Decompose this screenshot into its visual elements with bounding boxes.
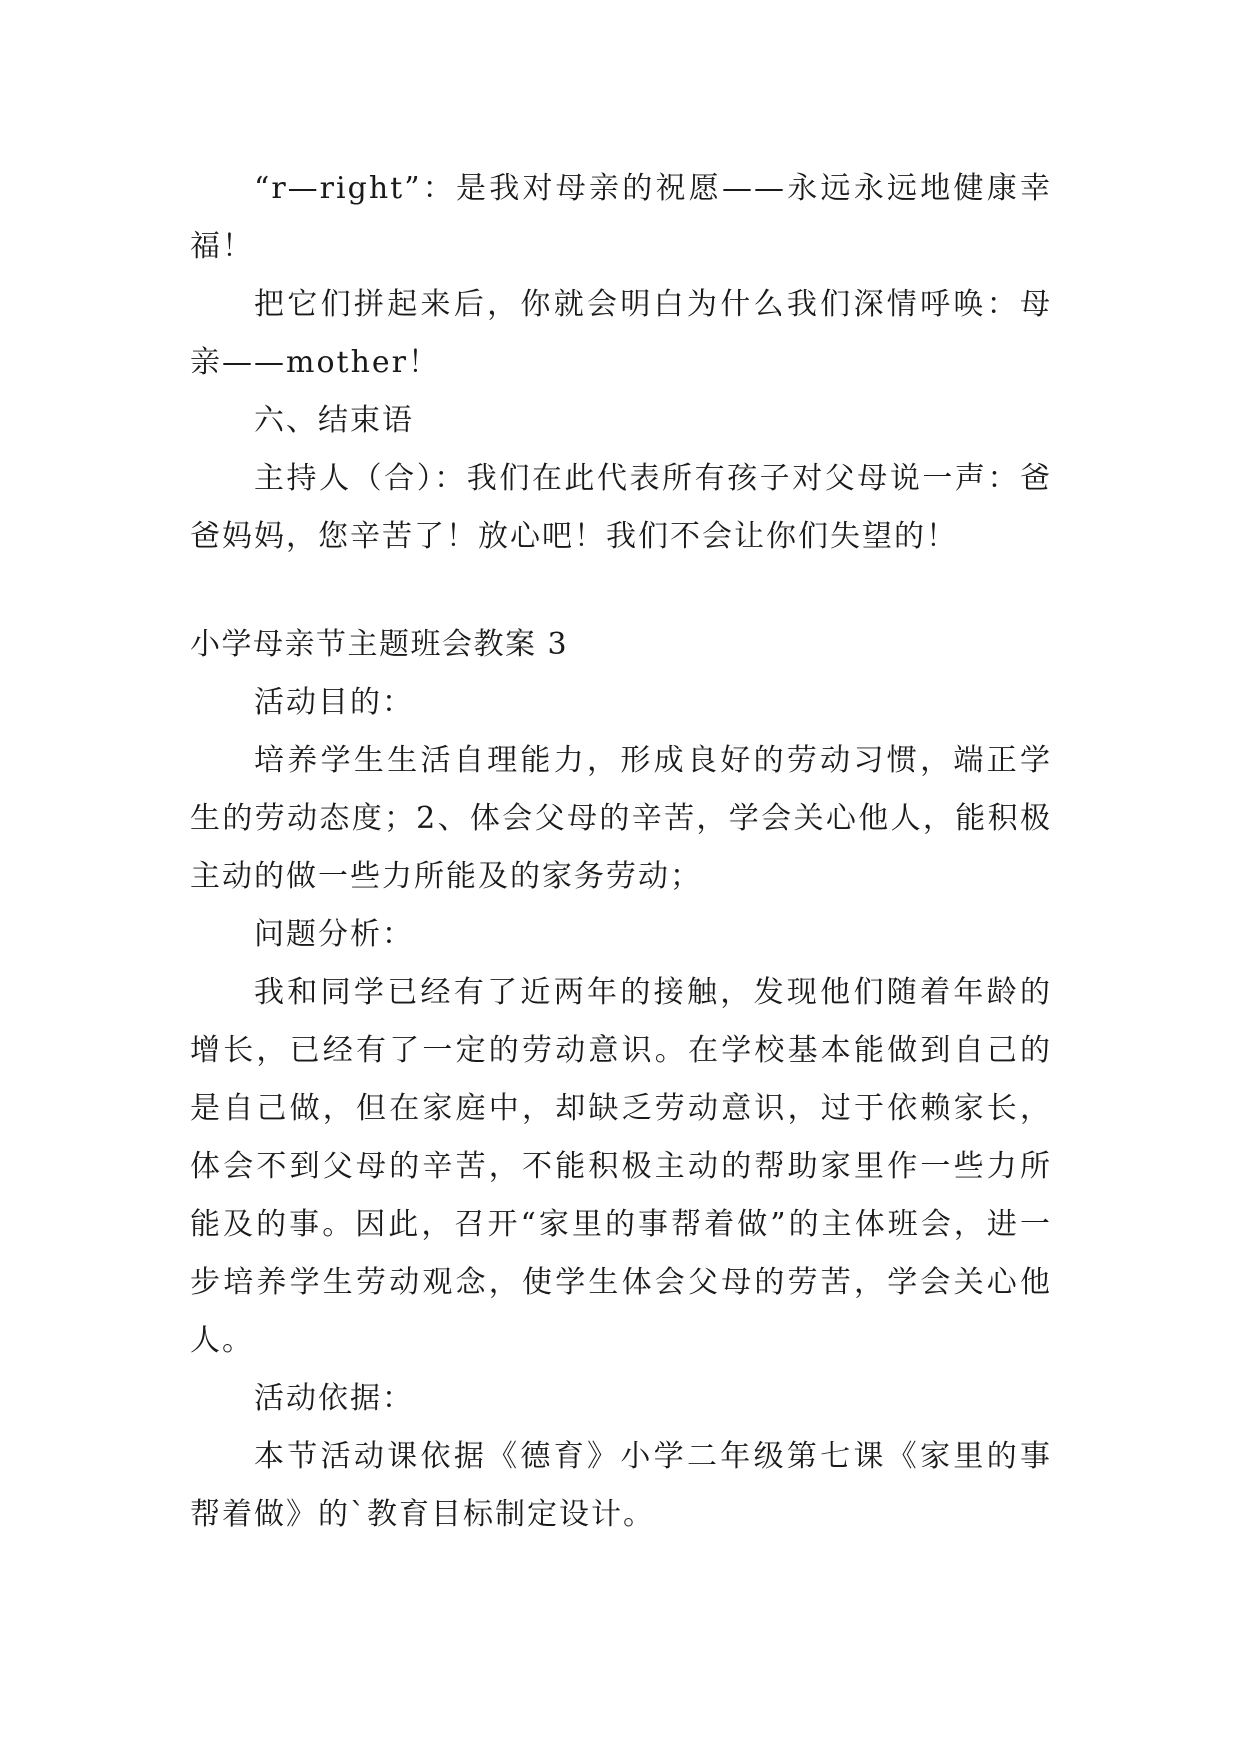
paragraph-mother: 把它们拼起来后，你就会明白为什么我们深情呼唤：母亲——mother！ (190, 287, 1052, 380)
heading-closing-remarks: 六、结束语 (254, 403, 414, 438)
paragraph-problem-analysis: 我和同学已经有了近两年的接触，发现他们随着年龄的增长，已经有了一定的劳动意识。在学校基本能做到自己的是自己做，但在家庭中，却缺乏劳动意识，过于依赖家长，体会不到父母的辛苦，不能积极主动的帮助家里作一些力所能及的事。因此，召开“家里的事帮着做”的主体班会，进一步培养学生劳动观念，使学生体会父母的劳苦，学会关心他人。 (190, 975, 1052, 1358)
paragraph-activity-goal: 培养学生生活自理能力，形成良好的劳动习惯，端正学生的劳动态度；2、体会父母的辛苦，学会关心他人，能积极主动的做一些力所能及的家务劳动； (190, 743, 1052, 894)
paragraph-host-closing: 主持人（合）：我们在此代表所有孩子对父母说一声：爸爸妈妈，您辛苦了！放心吧！我们不会让你们失望的！ (190, 461, 1052, 554)
paragraph-activity-basis: 本节活动课依据《德育》小学二年级第七课《家里的事帮着做》的`教育目标制定设计。 (190, 1439, 1052, 1532)
paragraph-r-right: “r—right”：是我对母亲的祝愿——永远永远地健康幸福！ (190, 171, 1052, 264)
heading-activity-basis: 活动依据： (254, 1381, 414, 1416)
heading-activity-goal: 活动目的： (254, 685, 414, 720)
section-title: 小学母亲节主题班会教案 3 (190, 627, 569, 662)
document-body (190, 160, 1052, 1544)
heading-problem-analysis: 问题分析： (254, 917, 414, 952)
